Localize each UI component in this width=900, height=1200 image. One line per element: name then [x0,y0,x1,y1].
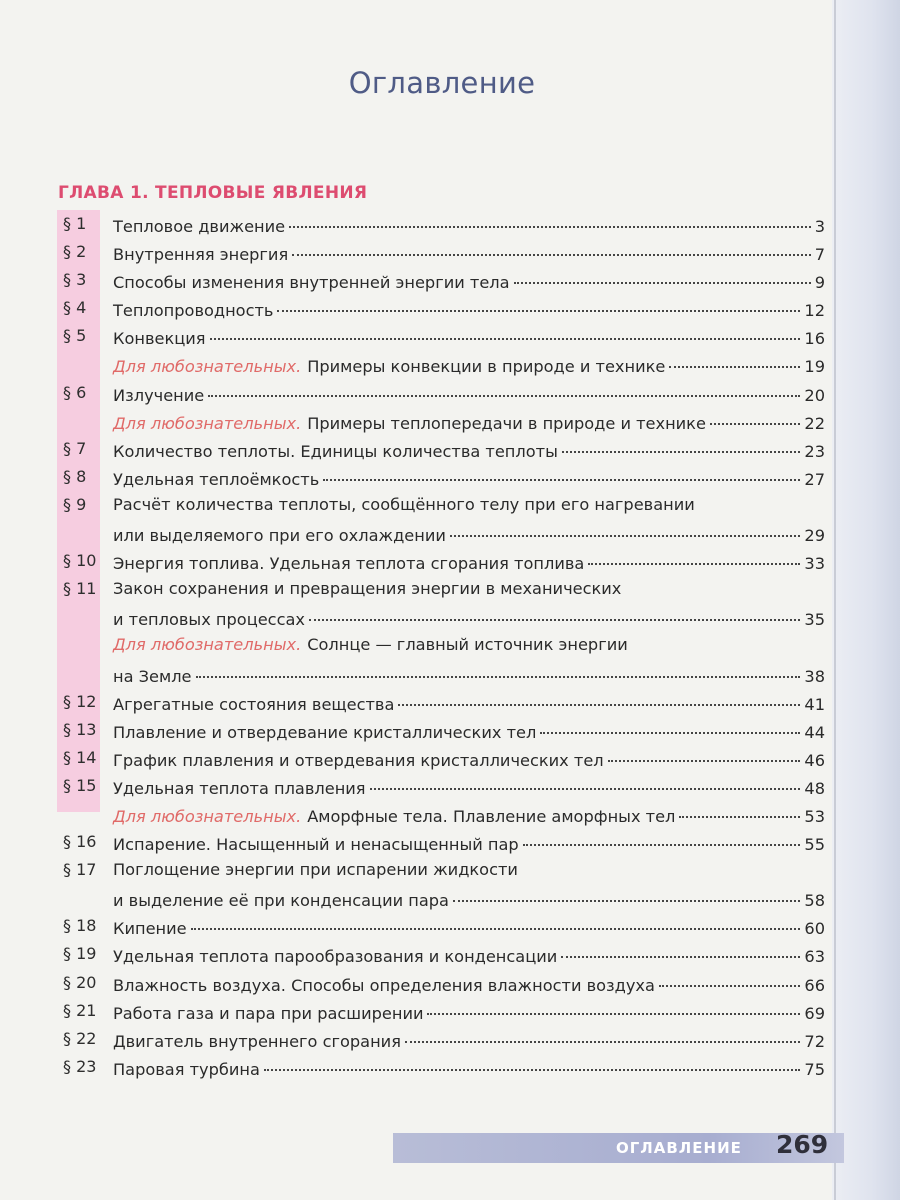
section-number: § 23 [63,1056,97,1076]
entry-title: Паровая турбина [113,1059,260,1079]
entry-label [113,663,195,691]
entry-label [113,606,308,634]
section-number: § 10 [63,551,97,571]
dot-leader [370,768,801,790]
entry-page-number: 3 [814,217,825,236]
section-number: § 6 [63,382,87,402]
entry-page-number: 23 [804,441,825,461]
entry-title: Удельная теплоёмкость [113,469,320,489]
entry-page-number: 41 [804,694,825,714]
dot-leader [659,965,800,987]
entry-title: Примеры теплопередачи в природе и технике [307,413,706,433]
section-number: § 3 [63,270,87,290]
entry-label [113,550,587,578]
entry-title: Расчёт количества теплоты, сообщённого телу при его нагревании [113,494,695,514]
entry-page-number: 20 [804,385,825,405]
entry-title: Излучение [113,385,205,405]
section-number: § 22 [63,1028,97,1048]
section-number: § 4 [63,298,87,318]
entry-title: Влажность воздуха. Способы определения влажности воздуха [113,975,655,995]
entry-page-number: 55 [804,835,825,855]
entry-title: Солнце — главный источник энергии [307,635,628,655]
toc-line [57,828,825,856]
entry-title: Поглощение энергии при испарении жидкости [113,860,518,880]
entry-label [113,831,522,859]
dot-leader [710,403,800,425]
section-number: § 19 [63,944,97,964]
dot-leader [405,1021,800,1043]
entry-label [113,325,209,353]
dot-leader [514,262,811,284]
section-number: § 9 [63,494,87,514]
table-of-contents [57,210,825,1081]
footer-label: ОГЛАВЛЕНИЕ [616,1139,742,1157]
entry-title: Кипение [113,919,187,939]
entry-page-number: 9 [814,273,825,293]
dot-leader [210,318,801,340]
entry-page-number: 72 [804,1031,825,1051]
entry-title: График плавления и отвердевания кристаллических тел [113,750,604,770]
section-number: § 11 [63,579,97,599]
entry-title: Агрегатные состояния вещества [113,694,395,714]
dot-leader [523,824,801,846]
entry-page-number: 29 [804,526,825,546]
toc-line [57,463,825,491]
entry-title: Двигатель внутреннего сгорания [113,1031,401,1051]
dot-leader [669,346,800,368]
entry-label [113,691,397,719]
entry-title: Испарение. Насыщенный и ненасыщенный пар [113,835,519,855]
entry-page-number: 35 [804,610,825,630]
dot-leader [309,599,800,621]
curiosity-note-label: Для любознательных. [113,357,302,377]
entry-title: Аморфные тела. Плавление аморфных тел [307,806,676,826]
entry-title: Работа газа и пара при расширении [113,1003,424,1023]
section-number: § 21 [63,1000,97,1020]
entry-page-number: 7 [814,245,825,265]
entry-label [113,719,539,747]
section-number: § 14 [63,747,97,767]
entry-title: Количество теплоты. Единицы количества теплоты [113,441,558,461]
entry-page-number: 69 [804,1003,825,1023]
section-number: § 12 [63,691,97,711]
page-title: Оглавление [348,66,536,100]
section-number: § 17 [63,860,97,880]
section-number: § 18 [63,916,97,936]
dot-leader [398,684,800,706]
dot-leader [289,206,811,228]
dot-leader [450,515,801,537]
curiosity-note-label: Для любознательных. [113,806,302,826]
entry-page-number: 58 [804,891,825,911]
entry-title: Удельная теплота плавления [113,778,366,798]
entry-label [113,1056,263,1084]
entry-title: на Земле [113,666,192,686]
entry-page-number: 19 [804,357,825,377]
entry-title: Закон сохранения и превращения энергии в механических [113,579,622,599]
toc-entry-text [113,603,825,634]
dot-leader [561,936,800,958]
entry-title: Внутренняя энергия [113,245,289,265]
page-edge [832,0,900,1200]
chapter-heading: ГЛАВА 1. ТЕПЛОВЫЕ ЯВЛЕНИЯ [58,183,368,203]
entry-page-number: 33 [804,554,825,574]
entry-page-number: 16 [804,329,825,349]
dot-leader [453,880,800,902]
entry-title: Конвекция [113,329,206,349]
entry-page-number: 48 [804,778,825,798]
toc-entry-text [113,463,825,494]
dot-leader [191,908,801,930]
entry-page-number: 60 [804,919,825,939]
dot-leader [427,993,800,1015]
dot-leader [588,543,800,565]
entry-title: Удельная теплота парообразования и конденсации [113,947,558,967]
dot-leader [208,375,800,397]
entry-label [113,213,288,241]
section-number: § 2 [63,242,87,262]
toc-line [57,603,825,631]
dot-leader [196,656,801,678]
dot-leader [277,290,800,312]
section-number: § 15 [63,775,97,795]
section-number: § 20 [63,972,97,992]
toc-entry-text [113,828,825,859]
dot-leader [264,1049,800,1071]
entry-label [113,466,322,494]
dot-leader [540,712,800,734]
entry-title: Энергия топлива. Удельная теплота сгорания топлива [113,554,585,574]
section-number: § 13 [63,719,97,739]
entry-label [113,943,560,971]
entry-title: и тепловых процессах [113,610,305,630]
entry-page-number: 66 [804,975,825,995]
toc-line [57,1053,825,1081]
entry-title: Способы изменения внутренней энергии тела [113,273,510,293]
section-number: § 1 [63,214,87,233]
dot-leader [292,234,811,256]
section-number: § 16 [63,832,97,852]
entry-label [113,522,449,550]
entry-page-number: 44 [804,722,825,742]
dot-leader [608,740,801,762]
entry-page-number: 53 [804,806,825,826]
entry-title: Плавление и отвердевание кристаллических тел [113,722,537,742]
entry-page-number: 38 [804,666,825,686]
entry-page-number: 75 [804,1059,825,1079]
toc-line [57,547,825,575]
curiosity-note-label: Для любознательных. [113,413,302,433]
entry-page-number: 46 [804,750,825,770]
entry-label [113,1000,426,1028]
entry-title: Примеры конвекции в природе и технике [307,357,666,377]
entry-page-number: 63 [804,947,825,967]
dot-leader [323,459,800,481]
section-number: § 7 [63,438,87,458]
dot-leader [562,431,801,453]
toc-entry-text [113,547,825,578]
entry-label [113,915,190,943]
entry-title: Теплопроводность [113,301,274,321]
section-number: § 8 [63,466,87,486]
section-number: § 5 [63,326,87,346]
entry-title: и выделение её при конденсации пара [113,891,449,911]
entry-title: или выделяемого при его охлаждении [113,526,446,546]
page-edge-line [834,0,836,1200]
dot-leader [679,796,800,818]
entry-label [113,382,207,410]
toc-entry-text [113,1053,825,1084]
entry-label [113,241,291,269]
entry-label [113,775,369,803]
entry-title: Тепловое движение [113,217,286,236]
entry-page-number: 12 [804,301,825,321]
entry-page-number: 27 [804,469,825,489]
entry-page-number: 22 [804,413,825,433]
page-number: 269 [776,1130,829,1159]
curiosity-note-label: Для любознательных. [113,635,302,655]
